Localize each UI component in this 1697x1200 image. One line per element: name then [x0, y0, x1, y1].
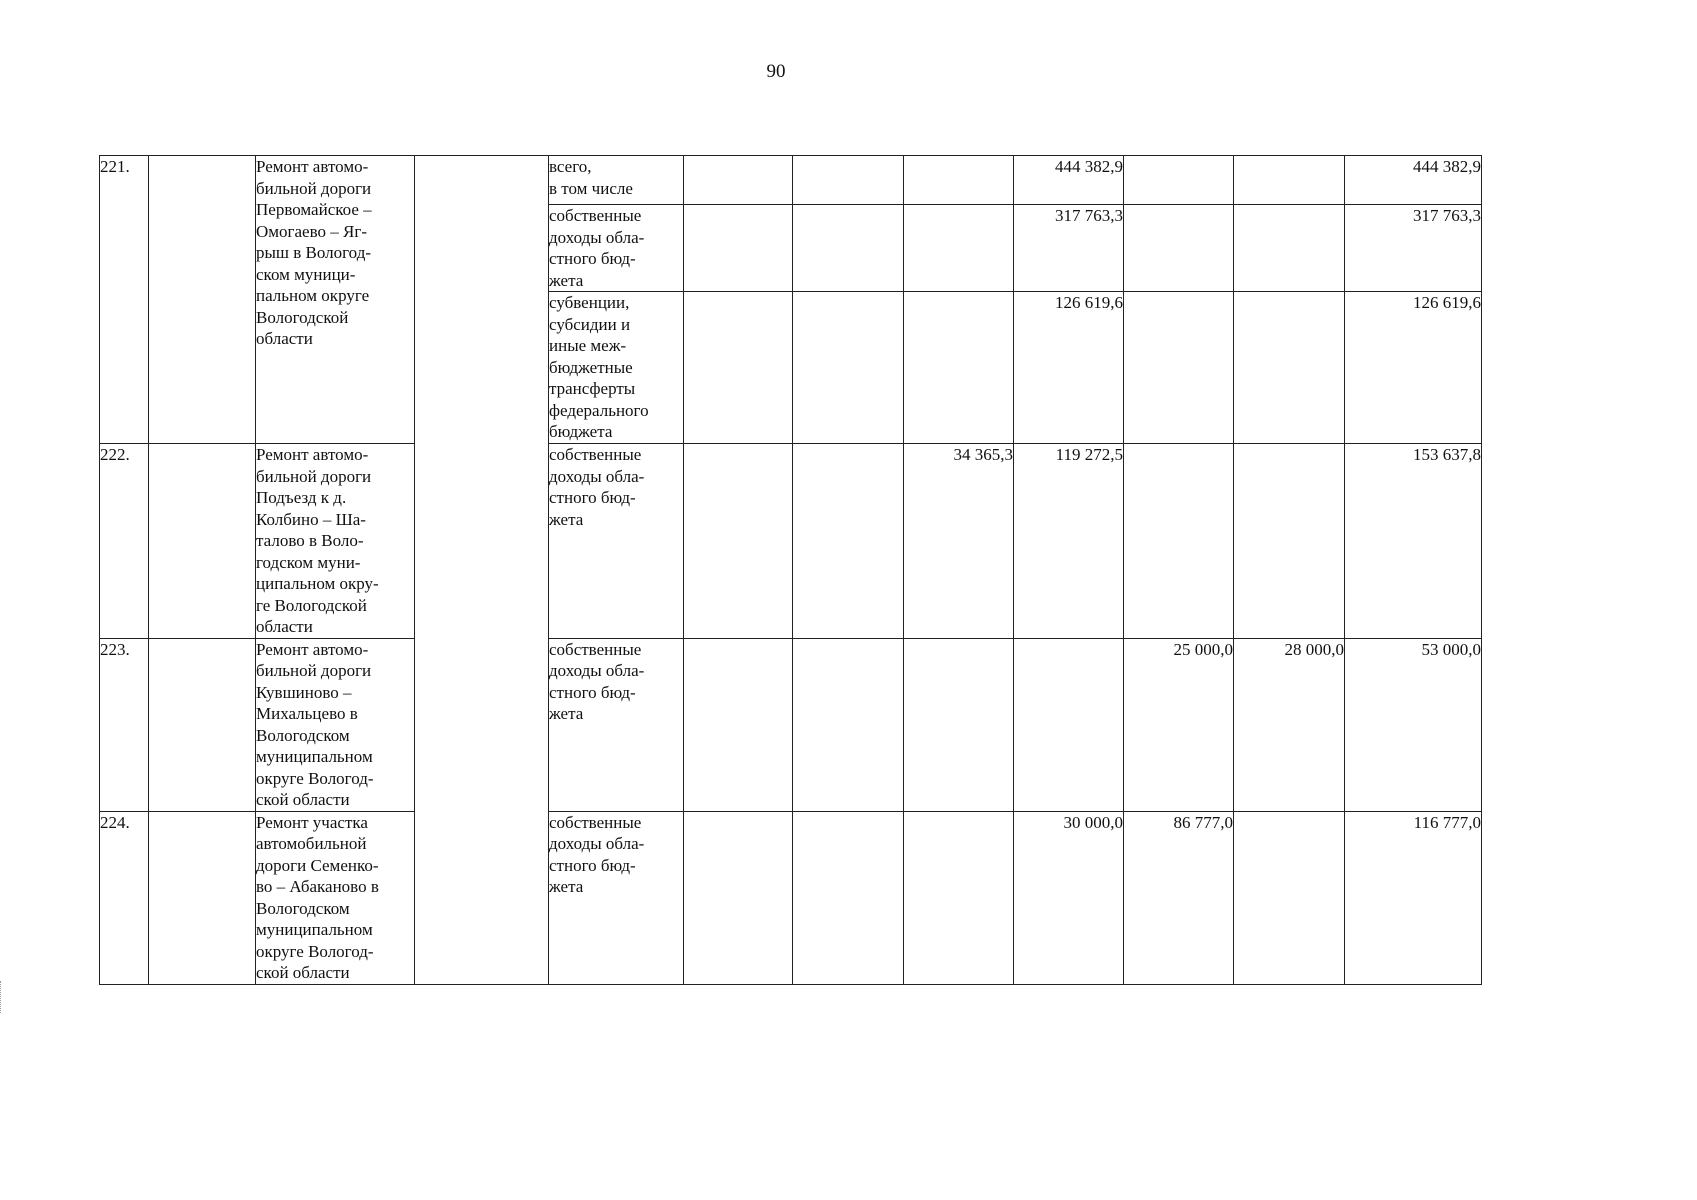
object-name: Ремонт участка автомобильной дороги Семенко- во – Абаканово в Вологодском муниципальном округе Вологод- ской области	[256, 811, 415, 984]
value-cell	[684, 205, 793, 292]
value-cell	[1014, 638, 1124, 811]
value-cell: 25 000,0	[1124, 638, 1234, 811]
table-row	[100, 156, 1482, 205]
value-cell	[904, 292, 1014, 444]
value-cell	[1124, 292, 1234, 444]
value-cell	[684, 638, 793, 811]
total-cell: 53 000,0	[1345, 638, 1482, 811]
table-row	[100, 444, 1482, 541]
value-cell	[1124, 156, 1234, 205]
value-cell	[1234, 811, 1345, 984]
funding-source: собственные доходы обла- стного бюд- жета	[549, 638, 684, 811]
value-cell	[684, 444, 793, 639]
value-cell: 30 000,0	[1014, 811, 1124, 984]
value-cell	[1124, 444, 1234, 639]
row-number: 221.	[100, 156, 149, 444]
value-cell: 34 365,3	[904, 444, 1014, 639]
value-cell: 119 272,5	[1014, 444, 1124, 639]
value-cell: 317 763,3	[1014, 205, 1124, 292]
funding-source: собственные доходы обла- стного бюд- жета	[549, 205, 684, 292]
page-number: 90	[766, 61, 786, 82]
value-cell	[904, 638, 1014, 811]
total-cell: 126 619,6	[1345, 292, 1482, 444]
value-cell	[684, 156, 793, 205]
value-cell	[793, 811, 904, 984]
empty-cell	[149, 444, 256, 639]
total-cell: 317 763,3	[1345, 205, 1482, 292]
value-cell	[793, 292, 904, 444]
funding-source: собственные доходы обла- стного бюд- жета	[549, 811, 684, 984]
row-number: 224.	[100, 811, 149, 984]
value-cell: 28 000,0	[1234, 638, 1345, 811]
value-cell	[684, 811, 793, 984]
value-cell	[793, 444, 904, 639]
value-cell: 126 619,6	[1014, 292, 1124, 444]
row-number: 222.	[100, 444, 149, 639]
value-cell: 444 382,9	[1014, 156, 1124, 205]
empty-cell	[149, 811, 256, 984]
scan-margin-marks	[0, 981, 5, 1013]
value-cell	[904, 156, 1014, 205]
funding-source: всего, в том числе	[549, 156, 684, 205]
value-cell: 86 777,0	[1124, 811, 1234, 984]
object-name: Ремонт автомо- бильной дороги Первомайское – Омогаево – Яг- рыш в Вологод- ском муници- пальном округе Вологодской области	[256, 156, 415, 444]
value-cell	[1234, 292, 1345, 444]
row-number: 223.	[100, 638, 149, 811]
value-cell	[904, 811, 1014, 984]
value-cell	[1234, 444, 1345, 639]
value-cell	[1234, 205, 1345, 292]
empty-cell	[149, 156, 256, 444]
empty-cell	[415, 156, 549, 985]
empty-cell	[149, 638, 256, 811]
total-cell: 116 777,0	[1345, 811, 1482, 984]
table-row	[100, 638, 1482, 724]
value-cell	[1124, 205, 1234, 292]
value-cell	[793, 205, 904, 292]
value-cell	[1234, 156, 1345, 205]
object-name: Ремонт автомо- бильной дороги Подъезд к д. Колбино – Ша- талово в Воло- годском муни- ципальном окру- ге Вологодской области	[256, 444, 415, 639]
value-cell	[904, 205, 1014, 292]
value-cell	[684, 292, 793, 444]
value-cell	[793, 156, 904, 205]
total-cell: 153 637,8	[1345, 444, 1482, 639]
object-name: Ремонт автомо- бильной дороги Кувшиново – Михальцево в Вологодском муниципальном округе Вологод- ской области	[256, 638, 415, 811]
funding-source: субвенции, субсидии и иные меж- бюджетные трансферты федерального бюджета	[549, 292, 684, 444]
total-cell: 444 382,9	[1345, 156, 1482, 205]
funding-source: собственные доходы обла- стного бюд- жета	[549, 444, 684, 639]
budget-table	[99, 155, 1482, 985]
table-row	[100, 811, 1482, 897]
value-cell	[793, 638, 904, 811]
